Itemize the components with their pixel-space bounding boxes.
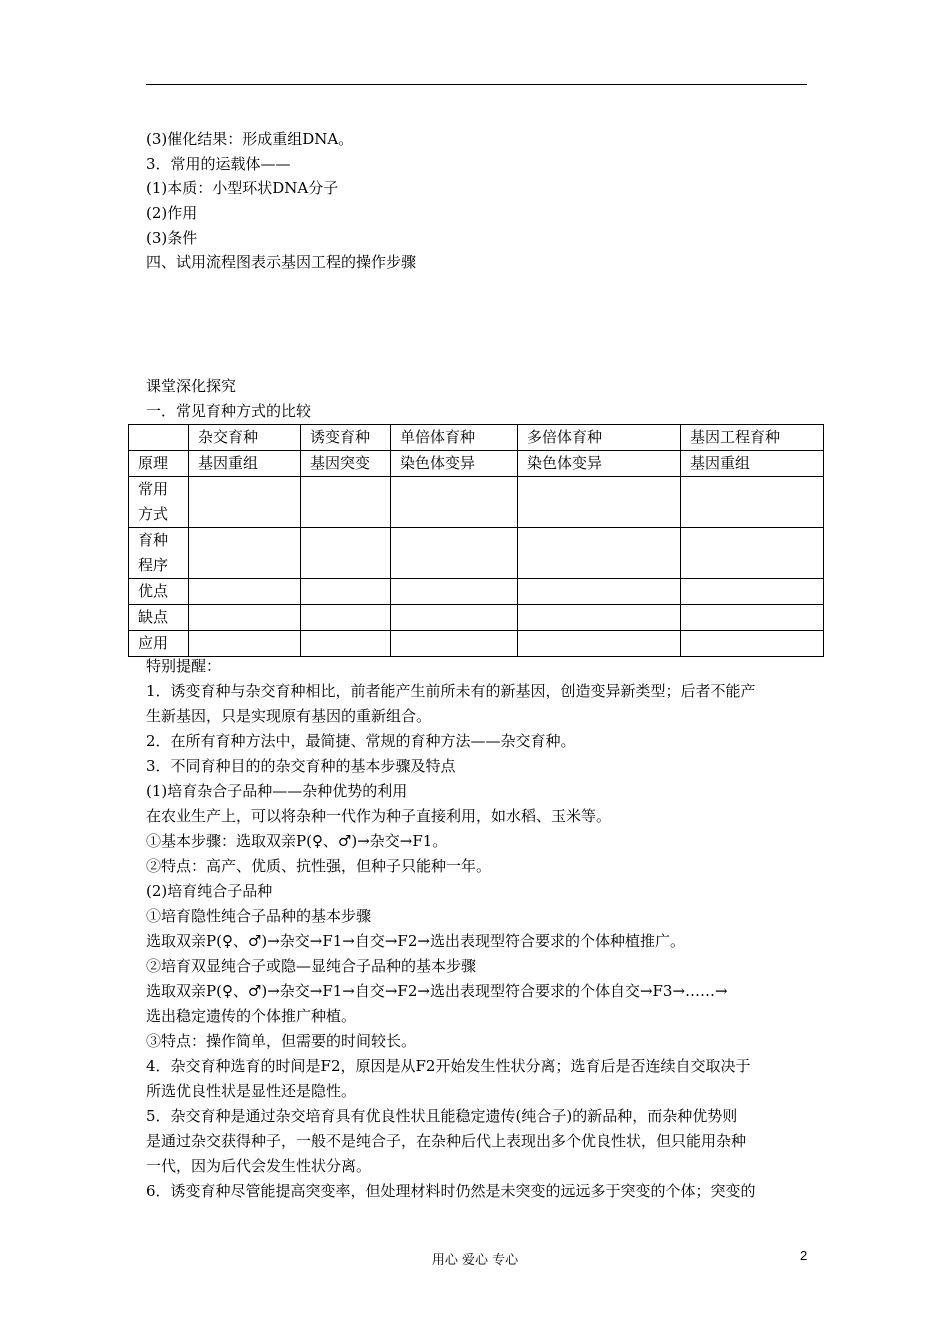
table-cell	[301, 631, 391, 657]
text-line: 是通过杂交获得种子，一般不是纯合子，在杂种后代上表现出多个优良性状，但只能用杂种	[146, 1132, 747, 1150]
table-row	[129, 605, 824, 631]
table-cell	[189, 477, 301, 528]
table-cell	[391, 631, 518, 657]
page-footer: 用心 爱心 专心	[431, 1253, 519, 1268]
text-line: ③特点：操作简单，但需要的时间较长。	[146, 1032, 417, 1050]
row-label: 缺点	[129, 605, 189, 631]
text-line: ②培育双显纯合子或隐—显纯合子品种的基本步骤	[146, 957, 477, 975]
table-cell: 基因重组	[189, 451, 301, 477]
table-row	[129, 631, 824, 657]
table-cell	[681, 605, 824, 631]
row-label: 应用	[129, 631, 189, 657]
table-cell: 基因突变	[301, 451, 391, 477]
table-header-cell	[129, 425, 189, 451]
table-row	[129, 451, 824, 477]
text-line: 一代，因为后代会发生性状分离。	[146, 1157, 372, 1175]
row-label: 常用 方式	[129, 477, 189, 528]
text-line: 4．杂交育种选育的时间是F2，原因是从F2开始发生性状分离；选育后是否连续自交取决于	[146, 1057, 751, 1075]
text-line: ②特点：高产、优质、抗性强，但种子只能种一年。	[146, 857, 492, 875]
text-line: (2)培育纯合子品种	[146, 882, 273, 900]
text-line: (3)催化结果：形成重组DNA。	[146, 130, 354, 148]
table-header-cell: 单倍体育种	[391, 425, 518, 451]
table-cell	[518, 477, 681, 528]
table-cell	[518, 579, 681, 605]
table-header-cell: 基因工程育种	[681, 425, 824, 451]
table-cell	[391, 528, 518, 579]
table-cell	[189, 631, 301, 657]
table-header-cell: 多倍体育种	[518, 425, 681, 451]
table-cell	[391, 579, 518, 605]
text-line: 5．杂交育种是通过杂交培育具有优良性状且能稳定遗传(纯合子)的新品种，而杂种优势则	[146, 1107, 738, 1125]
table-cell	[681, 579, 824, 605]
table-cell	[518, 528, 681, 579]
table-row	[129, 579, 824, 605]
table-cell	[301, 528, 391, 579]
text-line: (1)本质：小型环状DNA分子	[146, 179, 339, 197]
text-line: 6．诱变育种尽管能提高突变率，但处理材料时仍然是未突变的远远多于突变的个体；突变的	[146, 1182, 756, 1200]
text-line: 选出稳定遗传的个体推广种植。	[146, 1007, 357, 1025]
section-title: 课堂深化探究	[146, 377, 237, 395]
table-cell	[301, 579, 391, 605]
text-line: ①基本步骤：选取双亲P(♀、♂)→杂交→F1。	[146, 832, 448, 850]
table-header-cell: 杂交育种	[189, 425, 301, 451]
text-line: 3．不同育种目的的杂交育种的基本步骤及特点	[146, 757, 456, 775]
table-cell: 染色体变异	[391, 451, 518, 477]
text-line: 选取双亲P(♀、♂)→杂交→F1→自交→F2→选出表现型符合要求的个体自交→F3→……→	[146, 982, 728, 1000]
text-line: 生新基因，只是实现原有基因的重新组合。	[146, 707, 432, 725]
table-row	[129, 528, 824, 579]
row-label: 原理	[129, 451, 189, 477]
table-cell	[391, 605, 518, 631]
table-cell	[189, 579, 301, 605]
text-line: 1．诱变育种与杂交育种相比，前者能产生前所未有的新基因，创造变异新类型；后者不能产	[146, 682, 756, 700]
text-line: 所选优良性状是显性还是隐性。	[146, 1082, 357, 1100]
table-cell	[301, 605, 391, 631]
table-cell	[301, 477, 391, 528]
row-label: 优点	[129, 579, 189, 605]
text-line: (1)培育杂合子品种——杂种优势的利用	[146, 782, 408, 800]
table-cell	[391, 477, 518, 528]
table-cell	[681, 631, 824, 657]
table-cell: 基因重组	[681, 451, 824, 477]
row-label: 育种 程序	[129, 528, 189, 579]
table-header-cell: 诱变育种	[301, 425, 391, 451]
text-line: ①培育隐性纯合子品种的基本步骤	[146, 907, 372, 925]
table-cell: 染色体变异	[518, 451, 681, 477]
table-cell	[189, 528, 301, 579]
table-cell	[518, 605, 681, 631]
table-cell	[189, 605, 301, 631]
table-cell	[518, 631, 681, 657]
table-cell	[681, 528, 824, 579]
note-heading: 特别提醒：	[146, 657, 222, 675]
text-line: (3)条件	[146, 229, 198, 247]
table-header-row	[129, 425, 824, 451]
header-rule	[146, 84, 807, 85]
section-heading: 四、试用流程图表示基因工程的操作步骤	[146, 253, 417, 271]
breeding-comparison-table	[128, 424, 824, 657]
table-row	[129, 477, 824, 528]
table-cell	[681, 477, 824, 528]
page-number: 2	[800, 1248, 808, 1263]
text-line: 在农业生产上，可以将杂种一代作为种子直接利用，如水稻、玉米等。	[146, 807, 612, 825]
table-caption: 一．常见育种方式的比较	[146, 402, 312, 420]
text-line: 3．常用的运载体——	[146, 155, 291, 173]
text-line: 2．在所有育种方法中，最简捷、常规的育种方法——杂交育种。	[146, 732, 576, 750]
text-line: 选取双亲P(♀、♂)→杂交→F1→自交→F2→选出表现型符合要求的个体种植推广。	[146, 932, 685, 950]
text-line: (2)作用	[146, 204, 198, 222]
